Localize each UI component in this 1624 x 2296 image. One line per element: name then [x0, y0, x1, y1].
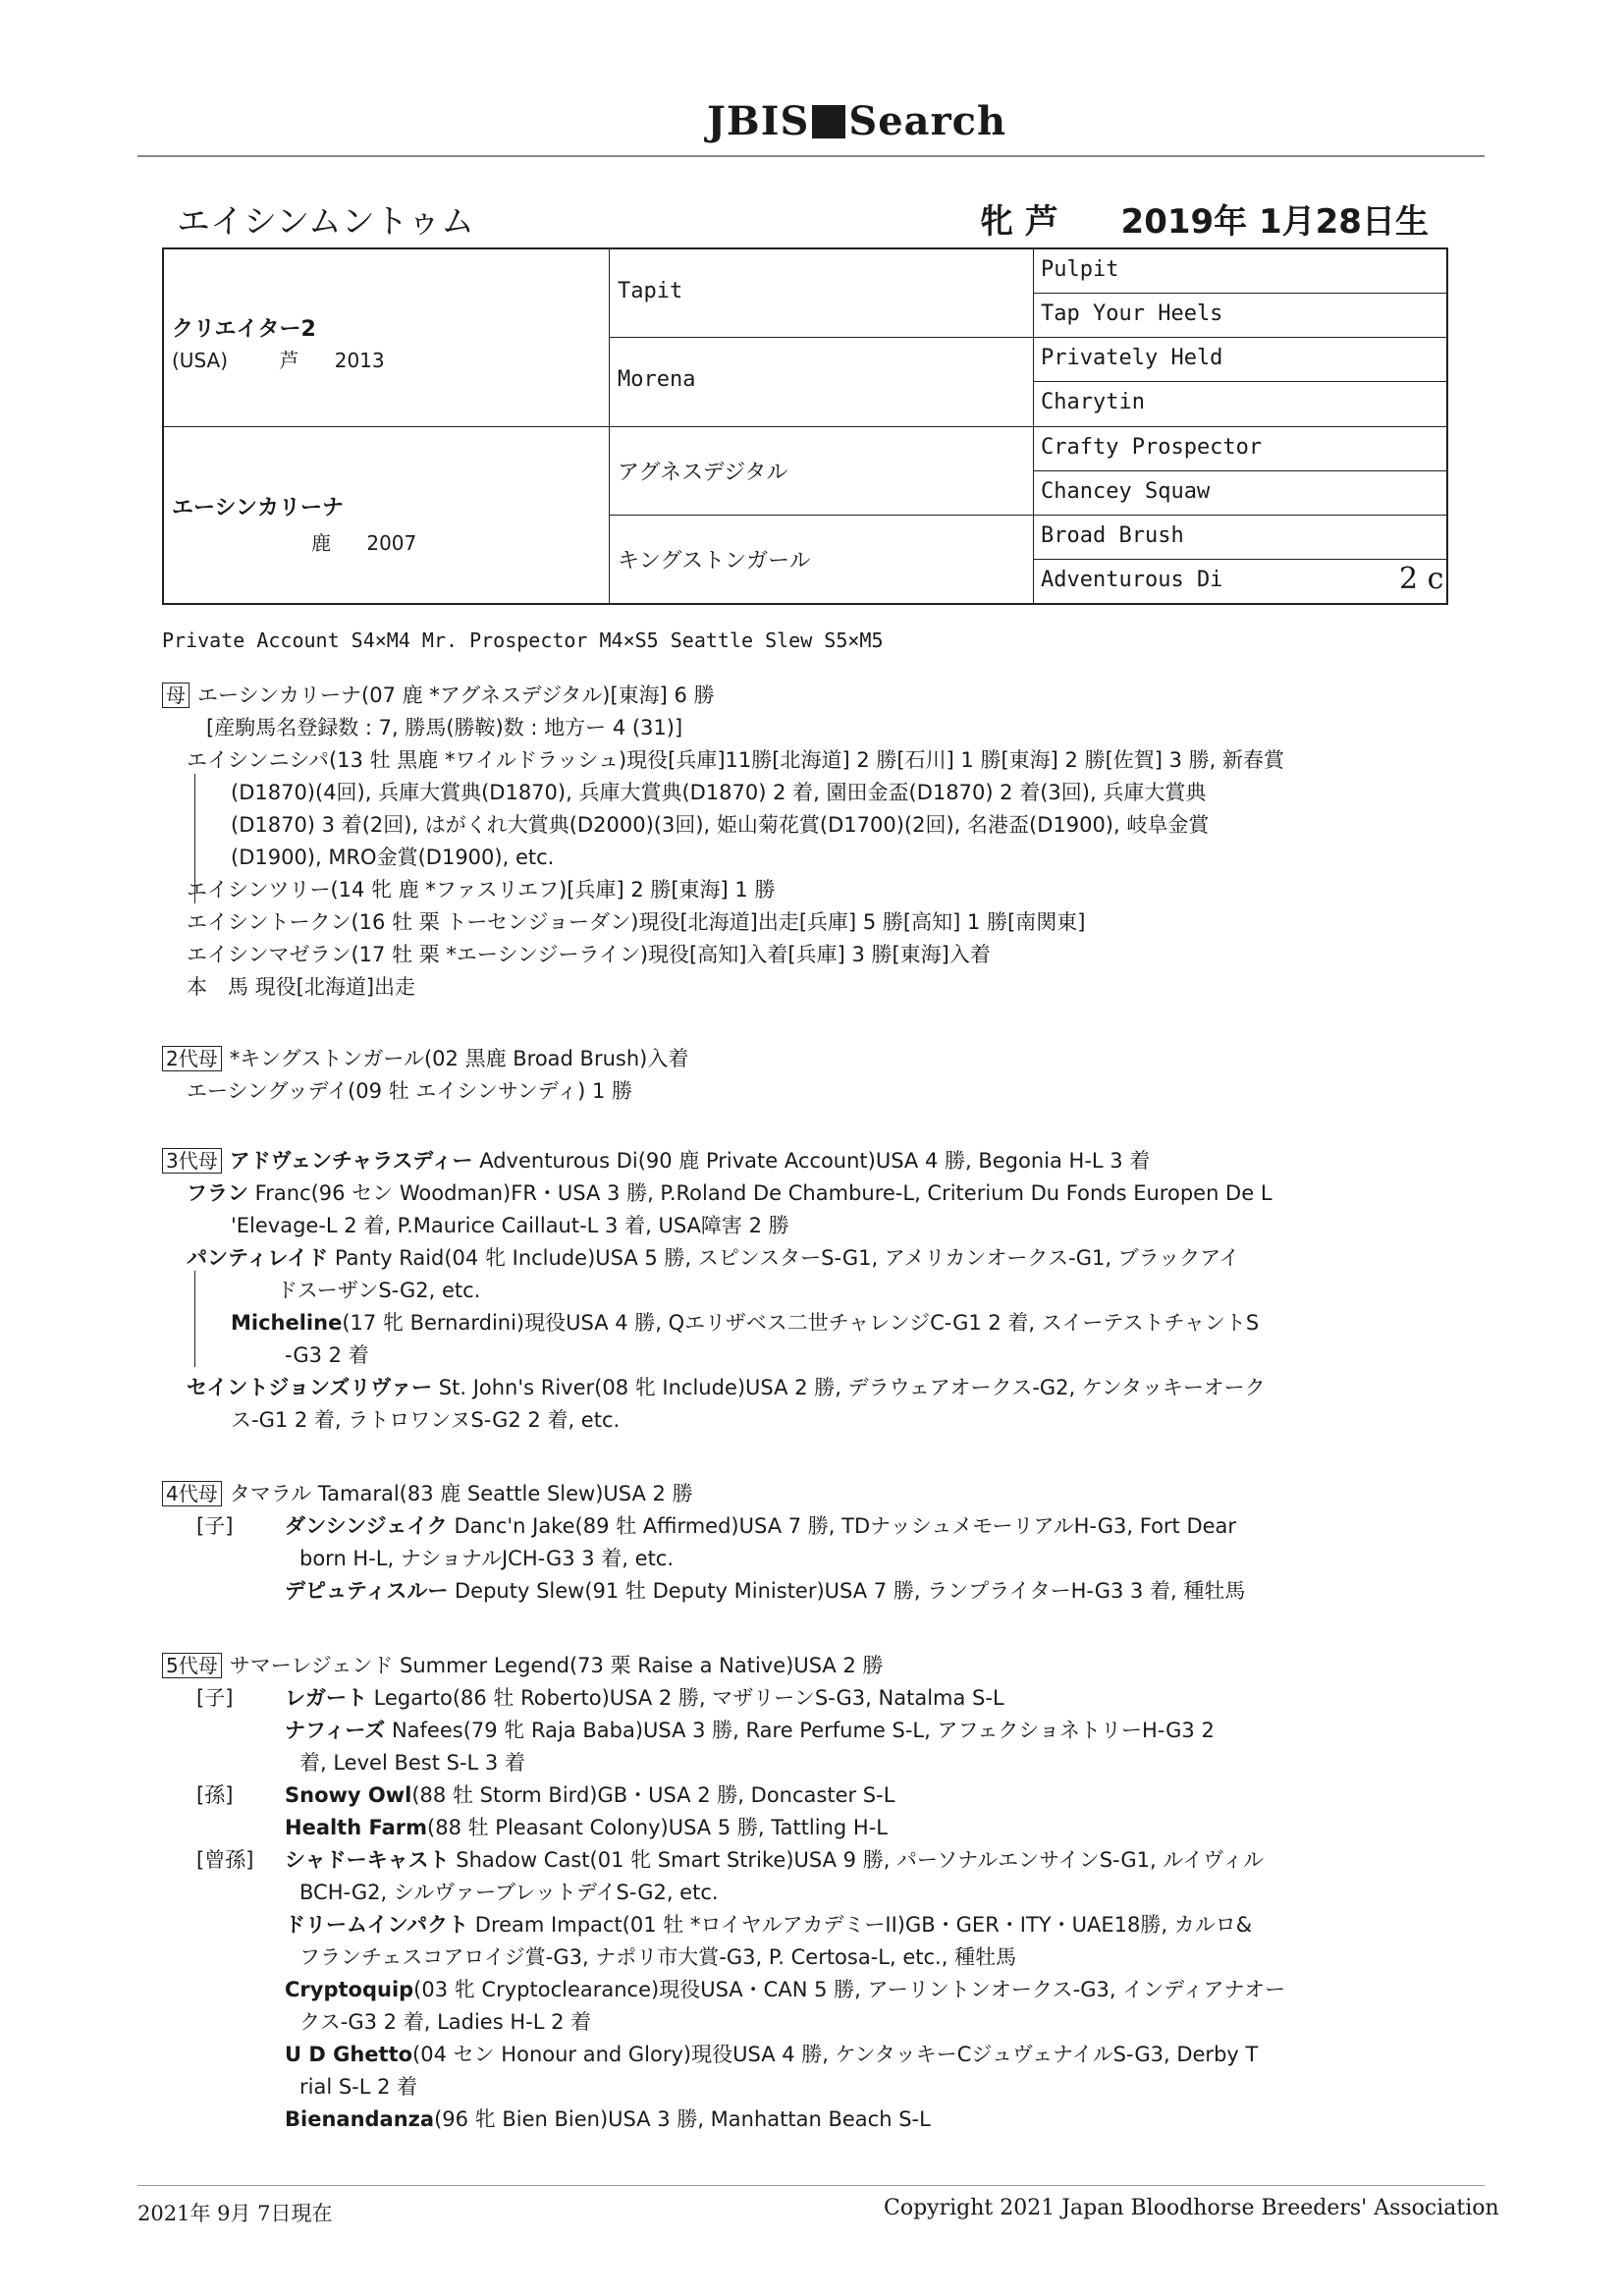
ped-gen2: アグネスデジタル [618, 461, 788, 485]
family-number: 2 c [1399, 562, 1444, 596]
progeny-line: セイントジョンズリヴァー St. John's River(08 牝 Include)USA 2 勝, デラウェアオークス-G2, ケンタッキーオーク [187, 1376, 1266, 1399]
ped-gen3: Chancey Squaw [1041, 479, 1211, 504]
horse-birth: 2019年 1月28日生 [1120, 202, 1429, 242]
dam-cell [172, 491, 604, 556]
progeny-line: born H-L, ナショナルJCH-G3 3 着, etc. [299, 1547, 675, 1570]
dam-name: エーシンカリーナ [172, 496, 345, 520]
progeny-line: -G3 2 着 [285, 1343, 369, 1367]
inbreeding-line: Private Account S4×M4 Mr. Prospector M4×S5 Seattle Slew S5×M5 [162, 629, 884, 652]
horse-info [980, 194, 1429, 243]
ped-divider [1033, 559, 1446, 560]
ped-gen2: キングストンガール [618, 549, 811, 574]
dam-line: エーシンカリーナ(07 鹿 *アグネスデジタル)[東海] 6 勝 [197, 683, 715, 707]
dam-line: タマラル Tamaral(83 鹿 Seattle Slew)USA 2 勝 [229, 1482, 693, 1505]
progeny-line: rial S-L 2 着 [299, 2075, 418, 2099]
progeny-line: U D Ghetto(04 セン Honour and Glory)現役USA 4 勝, ケンタッキーCジュヴェナイルS-G3, Derby T [285, 2043, 1259, 2066]
progeny-line: Snowy Owl(88 牡 Storm Bird)GB・USA 2 勝, Doncaster S-L [285, 1783, 895, 1807]
ped-gen3: Broad Brush [1041, 523, 1184, 548]
sire-year: 2013 [334, 349, 385, 372]
progeny-line: ドリームインパクト Dream Impact(01 牡 *ロイヤルアカデミーII)GB・GER・ITY・UAE18勝, カルロ& [285, 1913, 1253, 1937]
dam-year: 2007 [366, 531, 417, 555]
sire-color: 芦 [279, 349, 299, 372]
progeny-line: Cryptoquip(03 牝 Cryptoclearance)現役USA・CAN 5 勝, アーリントンオークス-G3, インディアナオー [285, 1978, 1286, 2001]
progeny-line: パンティレイド Panty Raid(04 牝 Include)USA 5 勝, スピンスターS-G1, アメリカンオークス-G1, ブラックアイ [187, 1246, 1240, 1270]
dam-line: *キングストンガール(02 黒鹿 Broad Brush)入着 [229, 1047, 689, 1070]
progeny-line: ナフィーズ Nafees(79 牝 Raja Baba)USA 3 勝, Rare Perfume S-L, アフェクショネトリーH-G3 2 [285, 1719, 1215, 1742]
progeny-line: エイシンマゼラン(17 牡 栗 *エーシンジーライン)現役[高知]入着[兵庫] 3 勝[東海]入着 [187, 943, 991, 966]
dam-color: 鹿 [311, 531, 331, 555]
progeny-line: エイシントークン(16 牡 栗 トーセンジョーダン)現役[北海道]出走[兵庫] 5 勝[高知] 1 勝[南関東] [187, 910, 1086, 934]
sire-origin: (USA) [172, 349, 228, 372]
header-divider [137, 155, 1485, 157]
progeny-line: Bienandanza(96 牝 Bien Bien)USA 3 勝, Manhattan Beach S-L [285, 2107, 931, 2131]
ped-divider [164, 426, 1446, 427]
ped-gen3: Privately Held [1041, 346, 1223, 370]
ped-divider [1033, 293, 1446, 294]
progeny-line: (D1870) 3 着(2回), はがくれ大賞典(D2000)(3回), 姫山菊花賞(D1700)(2回), 名港盃(D1900), 岐阜金賞 [231, 813, 1210, 837]
ped-gen3: Pulpit [1041, 257, 1119, 282]
progeny-line: エイシンツリー(14 牝 鹿 *ファスリエフ)[兵庫] 2 勝[東海] 1 勝 [187, 878, 776, 902]
progeny-line: Health Farm(88 牡 Pleasant Colony)USA 5 勝, Tattling H-L [285, 1816, 888, 1839]
progeny-line: レガート Legarto(86 牡 Roberto)USA 2 勝, マザリーンS-G3, Natalma S-L [285, 1686, 1004, 1710]
relation-label: [子] [196, 1686, 234, 1710]
logo-left-text: JBIS [707, 98, 810, 144]
relation-label: [子] [196, 1514, 234, 1538]
section-tag: 2代母 [162, 1046, 222, 1071]
ped-gen2: Tapit [618, 279, 683, 303]
progeny-line: Micheline(17 牝 Bernardini)現役USA 4 勝, Qエリザベス二世チャレンジC-G1 2 着, スイーテストチャントS [231, 1311, 1260, 1335]
section-tag: 母 [162, 683, 189, 708]
ped-divider [609, 515, 1446, 516]
progeny-line: シャドーキャスト Shadow Cast(01 牝 Smart Strike)USA 9 勝, パーソナルエンサインS-G1, ルイヴィル [285, 1848, 1265, 1872]
sire-cell [172, 312, 604, 373]
footer-date: 2021年 9月 7日現在 [137, 2202, 333, 2225]
progeny-line: ダンシンジェイク Danc'n Jake(89 牡 Affirmed)USA 7 勝, TDナッシュメモーリアルH-G3, Fort Dear [285, 1514, 1237, 1538]
pedigree-table [162, 247, 1448, 605]
dam-line: サマーレジェンド Summer Legend(73 栗 Raise a Native)USA 2 勝 [229, 1654, 884, 1677]
logo-horse-icon [812, 105, 845, 138]
progeny-line: エーシングッデイ(09 牡 エイシンサンディ) 1 勝 [187, 1079, 633, 1103]
progeny-line: デピュティスルー Deputy Slew(91 牡 Deputy Minister)USA 7 勝, ランプライターH-G3 3 着, 種牡馬 [285, 1579, 1246, 1603]
footer-copyright: Copyright 2021 Japan Bloodhorse Breeders' Association [884, 2196, 1499, 2220]
ped-gen2: Morena [618, 367, 696, 392]
progeny-line: ス-G1 2 着, ラトロワンヌS-G2 2 着, etc. [231, 1408, 621, 1432]
progeny-line: クス-G3 2 着, Ladies H-L 2 着 [299, 2010, 592, 2034]
ped-divider [1033, 381, 1446, 382]
horse-sex-color: 牝 芦 [980, 202, 1058, 242]
footer-divider [137, 2185, 1485, 2186]
progeny-line: (D1870)(4回), 兵庫大賞典(D1870), 兵庫大賞典(D1870) 2 着, 園田金盃(D1870) 2 着(3回), 兵庫大賞典 [231, 781, 1207, 804]
progeny-line: ドスーザンS-G2, etc. [277, 1279, 481, 1302]
ped-divider [609, 337, 1446, 338]
relation-label: [孫] [196, 1783, 234, 1807]
progeny-line: (D1900), MRO金賞(D1900), etc. [231, 846, 555, 869]
progeny-line: エイシンニシパ(13 牡 黒鹿 *ワイルドラッシュ)現役[兵庫]11勝[北海道] 2 勝[石川] 1 勝[東海] 2 勝[佐賀] 3 勝, 新春賞 [187, 748, 1285, 772]
progeny-line: フラン Franc(96 セン Woodman)FR・USA 3 勝, P.Roland De Chambure-L, Criterium Du Fonds Europen De L [187, 1181, 1272, 1205]
progeny-line: BCH-G2, シルヴァーブレットデイS-G2, etc. [299, 1881, 719, 1904]
jbis-logo [707, 98, 1006, 144]
progeny-line: 'Elevage-L 2 着, P.Maurice Caillaut-L 3 着, USA障害 2 勝 [231, 1214, 789, 1237]
section-tag: 4代母 [162, 1481, 222, 1506]
horse-name: エイシンムントゥム [177, 202, 474, 242]
section-tag: 5代母 [162, 1653, 222, 1678]
dam-produce-stats: [産駒馬名登録数 : 7, 勝馬(勝鞍)数 : 地方ー 4 (31)] [206, 716, 683, 739]
progeny-line: 着, Level Best S-L 3 着 [299, 1751, 525, 1775]
logo-right-text: Search [848, 98, 1007, 144]
ped-gen3: Crafty Prospector [1041, 435, 1263, 460]
ped-gen3: Adventurous Di [1041, 568, 1223, 592]
sire-name: クリエイター2 [172, 317, 316, 342]
progeny-line: 本 馬 現役[北海道]出走 [187, 975, 416, 999]
relation-label: [曾孫] [196, 1848, 254, 1872]
ped-gen3: Charytin [1041, 390, 1145, 414]
lineage-bar [194, 1271, 195, 1367]
ped-gen3: Tap Your Heels [1041, 301, 1223, 326]
section-tag: 3代母 [162, 1148, 222, 1174]
progeny-line: フランチェスコアロイジ賞-G3, ナポリ市大賞-G3, P. Certosa-L, etc., 種牡馬 [299, 1945, 1017, 1969]
ped-divider [1033, 470, 1446, 471]
